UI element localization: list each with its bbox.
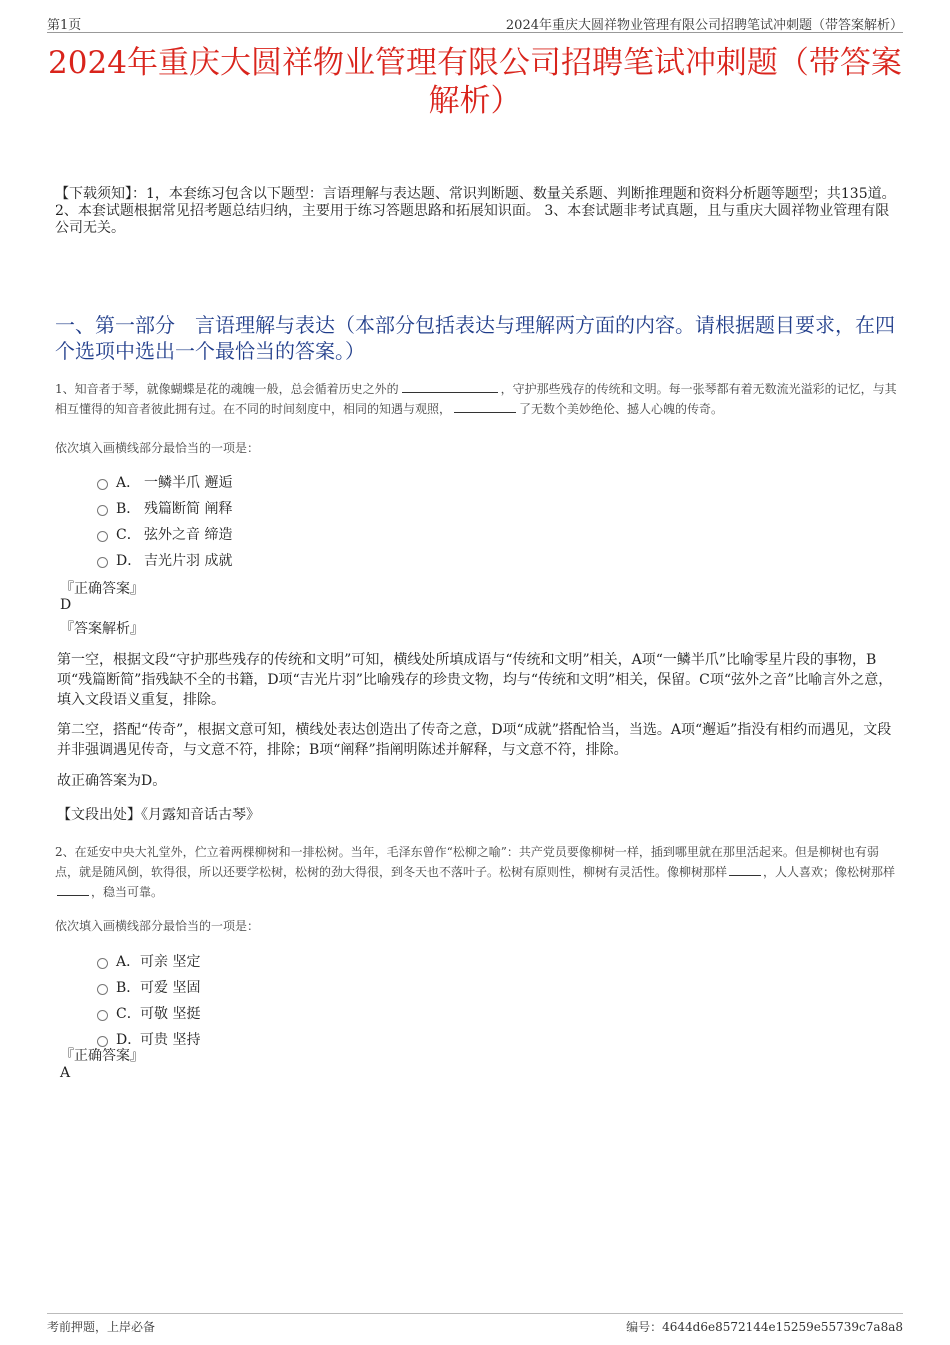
q2-text-1: 2、在延安中央大礼堂外，伫立着两棵柳树和一排松树。当年，毛泽东曾作“松柳之喻”：共产党员要像柳树一样，插到哪里就在那里活起来。但是柳树也有弱点，就是随风倒，软得很，所以还要学松树，松树的劲大得很，到冬天也不落叶子。松树有原则性，柳树有灵活性。像柳树那样 bbox=[55, 845, 879, 879]
document-title bbox=[47, 44, 903, 120]
q1-analysis-2: 第二空，搭配“传奇”，根据文意可知，横线处表达创造出了传奇之意，D项“成就”搭配恰当，当选。A项“邂逅”指没有相约而遇见，文段并非强调遇见传奇，与文意不符，排除；B项“阐释”指阐明陈述并解释，与文意不符，排除。 bbox=[57, 722, 892, 758]
radio-icon[interactable] bbox=[97, 1010, 108, 1021]
q2-option-a[interactable]: A．可亲 坚定 bbox=[97, 951, 200, 971]
q2-answer: A bbox=[60, 1065, 71, 1081]
q1-text-3: 了无数个美妙绝伦、撼人心魄的传奇。 bbox=[519, 402, 724, 416]
q1-analysis-1: 第一空，根据文段“守护那些残存的传统和文明”可知，横线处所填成语与“传统和文明”相关，A项“一鳞半爪”比喻零星片段的事物，B项“残篇断简”指残缺不全的书籍，D项“吉光片羽”比喻残存的珍贵文物，均与“传统和文明”相关，保留。C项“弦外之音”比喻言外之意，填入文段语义重复，排除。 bbox=[57, 652, 893, 708]
download-notice: 【下载须知】：1，本套练习包含以下题型：言语理解与表达题、常识判断题、数量关系题、判断推理题和资料分析题等题型；共135道。 2、本套试题根据常见招考题总结归纳，主要用于练习答题思路和拓展知识面。 3、本套试题非考试真题，且与重庆大圆祥物业管理有限公司无关。 bbox=[55, 186, 896, 236]
q1-blank-2 bbox=[454, 400, 516, 413]
q2-option-b[interactable]: B．可爱 坚固 bbox=[97, 977, 200, 997]
q2-instruction: 依次填入画横线部分最恰当的一项是： bbox=[55, 919, 260, 933]
q1-answer: D bbox=[60, 597, 72, 613]
page-number: 第1页 bbox=[47, 18, 82, 33]
question-1-stem bbox=[55, 379, 900, 419]
q1-source: 【文段出处】《月露知音话古琴》 bbox=[57, 807, 260, 823]
q1-text-1: 1、知音者于琴，就像蝴蝶是花的魂魄一般，总会循着历史之外的 bbox=[55, 382, 399, 396]
q1-analysis-3: 故正确答案为D。 bbox=[57, 773, 167, 789]
q1-blank-1 bbox=[402, 380, 498, 393]
q2-option-d[interactable]: D．可贵 坚持 bbox=[97, 1029, 200, 1049]
q2-blank-1 bbox=[729, 863, 761, 876]
q1-analysis-label: 『答案解析』 bbox=[60, 621, 144, 637]
radio-icon[interactable] bbox=[97, 984, 108, 995]
radio-icon[interactable] bbox=[97, 557, 108, 568]
radio-icon[interactable] bbox=[97, 958, 108, 969]
q1-instruction: 依次填入画横线部分最恰当的一项是： bbox=[55, 441, 260, 455]
question-2-stem bbox=[55, 842, 900, 902]
page-header bbox=[47, 14, 903, 33]
q2-blank-2 bbox=[57, 883, 89, 896]
q2-text-3: ，稳当可靠。 bbox=[91, 885, 164, 899]
q2-option-c[interactable]: C．可敬 坚挺 bbox=[97, 1003, 200, 1023]
footer-serial: 编号：4644d6e8572144e15259e55739c7a8a8 bbox=[626, 1320, 903, 1334]
radio-icon[interactable] bbox=[97, 531, 108, 542]
q1-option-d[interactable]: D． 吉光片羽 成就 bbox=[97, 550, 232, 570]
footer-slogan: 考前押题，上岸必备 bbox=[47, 1320, 156, 1334]
title-line-1: 2024年重庆大圆祥物业管理有限公司招聘笔试冲刺题（带答案 bbox=[48, 45, 902, 81]
q1-answer-label: 『正确答案』 bbox=[60, 581, 144, 597]
q1-text-2: ，守护那些残存的传统和文明。每一张琴都有着无数流光溢彩的记忆，与其相互懂得的知音者彼此拥有过。在不同的时间刻度中，相同的知遇与观照， bbox=[55, 382, 897, 416]
q2-answer-label: 『正确答案』 bbox=[60, 1048, 144, 1064]
radio-icon[interactable] bbox=[97, 479, 108, 490]
q1-option-c[interactable]: C． 弦外之音 缔造 bbox=[97, 524, 232, 544]
title-line-2: 解析） bbox=[428, 83, 522, 119]
q1-option-b[interactable]: B． 残篇断简 阐释 bbox=[97, 498, 232, 518]
section-heading: 一、第一部分 言语理解与表达（本部分包括表达与理解两方面的内容。请根据题目要求，在四个选项中选出一个最恰当的答案。） bbox=[55, 313, 895, 363]
q1-option-a[interactable]: A． 一鳞半爪 邂逅 bbox=[97, 472, 232, 492]
header-doc-title: 2024年重庆大圆祥物业管理有限公司招聘笔试冲刺题（带答案解析） bbox=[505, 18, 903, 33]
radio-icon[interactable] bbox=[97, 505, 108, 516]
page-footer bbox=[47, 1313, 903, 1336]
q2-text-2: ，人人喜欢；像松树那样 bbox=[763, 865, 896, 879]
